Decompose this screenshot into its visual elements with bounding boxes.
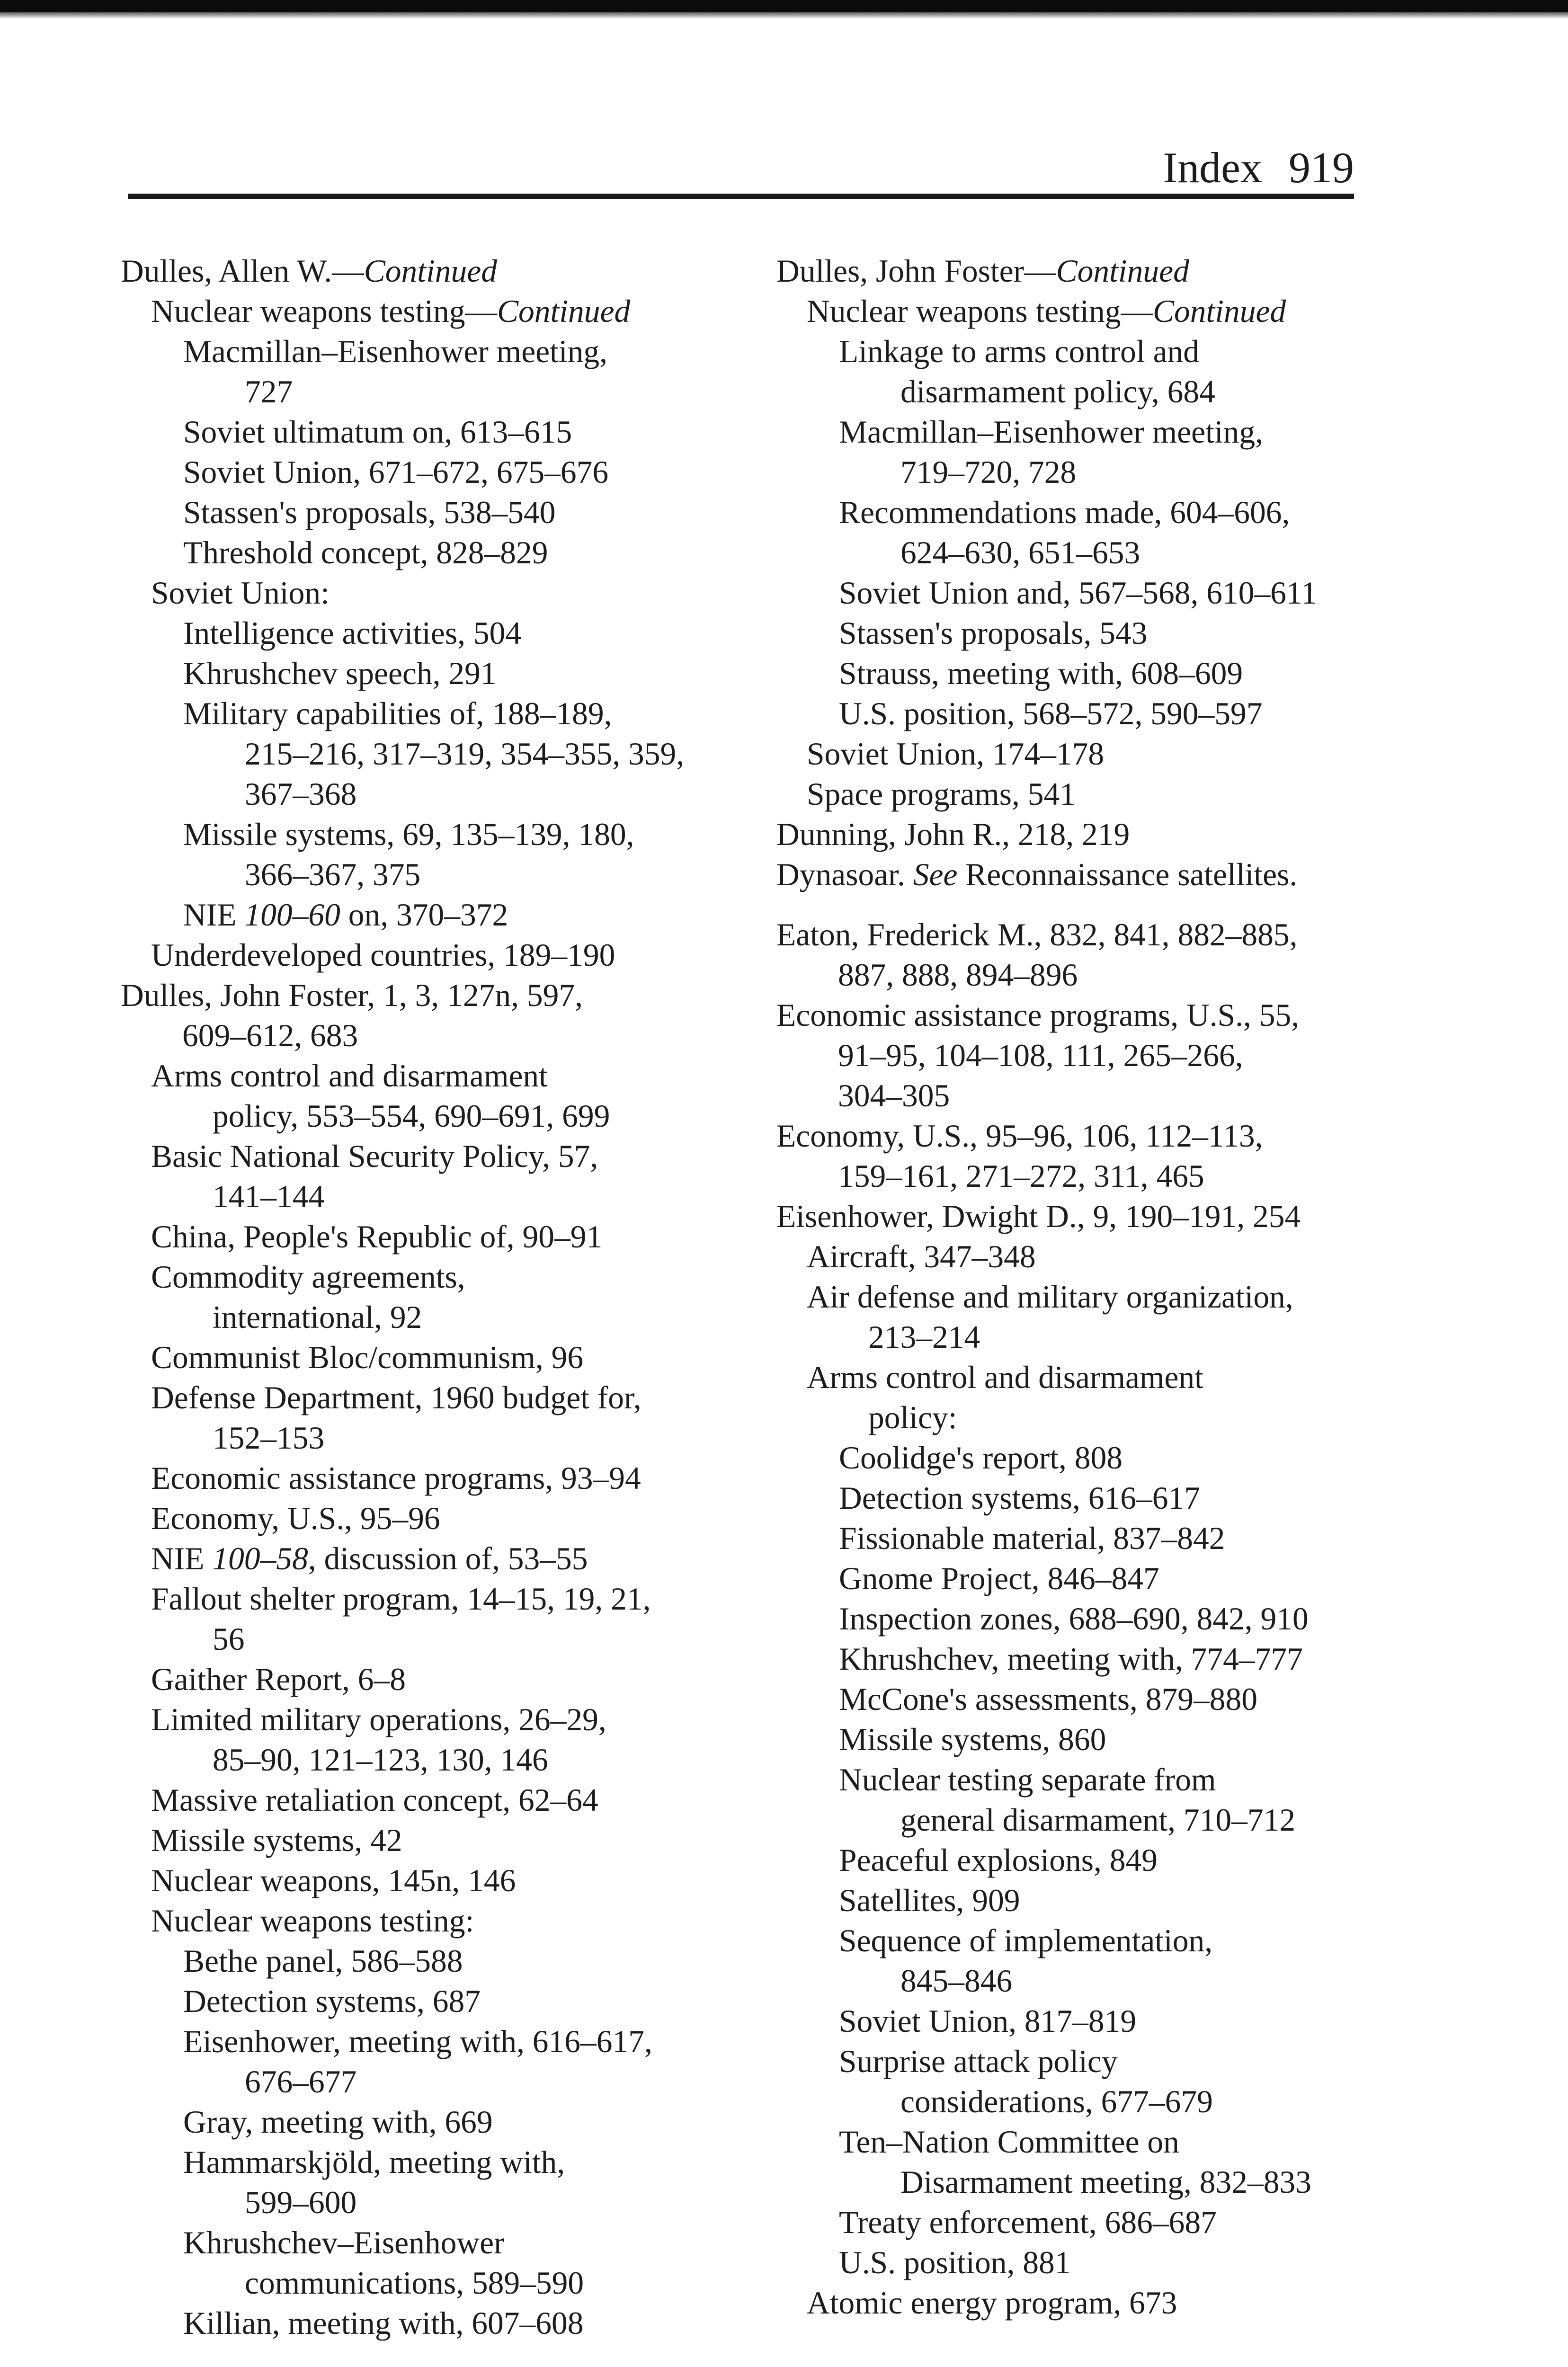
index-subsubentry [839,2122,1458,2202]
entry-text: Dynasoar. [776,857,913,892]
entry-text: Dulles, John Foster— [776,253,1056,289]
entry-text: policy: [868,1400,957,1435]
index-subentry [151,1901,802,1941]
index-entry [776,995,1458,1116]
entry-line [183,1981,802,2021]
index-subsubentry [839,573,1458,613]
entry-line [183,2102,802,2142]
entry-text: Nuclear weapons testing: [151,1903,474,1939]
index-subentry [151,1820,802,1860]
entry-text: Soviet Union and, 567–568, 610–611 [839,575,1317,611]
entry-text: Sequence of implementation, [839,1923,1213,1958]
index-subentry [151,1780,802,1820]
entry-text: Air defense and military organization, [807,1279,1293,1315]
entry-line [839,1599,1458,1639]
entry-text: on, 370–372 [340,897,508,933]
entry-text: Stassen's proposals, 543 [839,615,1148,651]
entry-text: communications, 589–590 [245,2265,584,2301]
entry-continuation-line [807,1397,1458,1438]
entry-text: Detection systems, 687 [183,1984,481,2019]
entry-text: Missile systems, 860 [839,1722,1106,1757]
entry-text: Intelligence activities, 504 [183,615,522,651]
page-number: 919 [1289,143,1354,192]
entry-text: general disarmament, 710–712 [900,1802,1296,1838]
index-subsubentry [839,2242,1458,2283]
entry-text: Dulles, Allen W.— [121,253,364,289]
index-entry [776,1116,1458,1196]
entry-line [151,1378,802,1418]
entry-text: 624–630, 651–653 [900,535,1140,570]
entry-text: Inspection zones, 688–690, 842, 910 [839,1601,1309,1637]
entry-text: 719–720, 728 [900,454,1077,490]
entry-text: Missile systems, 69, 135–139, 180, [183,817,634,852]
index-subentry [151,291,802,331]
entry-italic-text: 100–58 [212,1541,308,1576]
index-subentry [151,1217,802,1257]
index-subsubentry [183,412,802,452]
index-subsubentry [183,2142,802,2223]
page-header [128,137,1354,199]
index-subsubentry [839,1599,1458,1639]
entry-continuation-line [151,1740,802,1780]
index-subsubentry [839,492,1458,573]
index-subentry [151,1579,802,1659]
entry-line [151,1700,802,1740]
index-subsubentry [183,653,802,694]
entry-continuation-line [183,774,802,814]
index-subsubentry [183,2102,802,2142]
entry-continuation-line [183,372,802,412]
entry-text: U.S. position, 568–572, 590–597 [839,696,1263,731]
entry-line [183,1941,802,1981]
entry-line [151,1498,802,1539]
entry-line [151,1217,802,1257]
entry-continuation-line [183,734,802,774]
entry-text: 727 [245,374,293,409]
continued-label: Continued [1153,294,1286,329]
index-subentry [151,1136,802,1217]
entry-text: considerations, 677–679 [900,2084,1213,2119]
index-subentry [151,1056,802,1136]
entry-text: Reconnaissance satellites. [957,857,1298,892]
entry-text: 85–90, 121–123, 130, 146 [213,1742,548,1778]
entry-line [839,694,1458,734]
entry-text: NIE [183,897,245,933]
entry-continuation-line [151,1418,802,1458]
entry-text: McCone's assessments, 879–880 [839,1682,1257,1717]
entry-text: Hammarskjöld, meeting with, [183,2145,565,2180]
index-entry [776,251,1458,291]
entry-line [807,2283,1458,2323]
entry-continuation-line [839,372,1458,412]
entry-text: Soviet ultimatum on, 613–615 [183,414,572,450]
entry-line [839,2122,1458,2162]
index-subsubentry [183,492,802,533]
entry-line [183,2303,802,2343]
index-subentry [151,1498,802,1539]
entry-text: Massive retaliation concept, 62–64 [151,1782,598,1818]
entry-text: Eaton, Frederick M., 832, 841, 882–885, [776,917,1298,952]
entry-line [776,1116,1458,1156]
entry-text: Gaither Report, 6–8 [151,1662,406,1697]
entry-line [839,1438,1458,1478]
entry-text: 367–368 [245,776,357,812]
entry-text: Limited military operations, 26–29, [151,1702,606,1737]
entry-line [839,492,1458,533]
index-subsubentry [839,694,1458,734]
index-subentry [151,1860,802,1901]
entry-text: Disarmament meeting, 832–833 [900,2164,1311,2200]
entry-line [839,1639,1458,1679]
entry-continuation-line [151,1297,802,1337]
entry-text: Khrushchev–Eisenhower [183,2225,505,2260]
index-subsubentry [183,331,802,412]
entry-line [839,1840,1458,1880]
entry-continuation-line [151,1176,802,1217]
entry-line [807,1237,1458,1277]
entry-text: Macmillan–Eisenhower meeting, [183,334,607,369]
entry-text: Strauss, meeting with, 608–609 [839,656,1243,691]
entry-line [183,2021,802,2062]
entry-text: Eisenhower, meeting with, 616–617, [183,2024,652,2059]
entry-line [151,1458,802,1498]
entry-text: 887, 888, 894–896 [838,957,1078,993]
index-subsubentry [839,1438,1458,1478]
entry-line [151,1901,802,1941]
entry-line [807,1277,1458,1317]
entry-text: 845–846 [900,1963,1013,1999]
entry-line [839,1719,1458,1760]
entry-line [839,1679,1458,1719]
continued-label: Continued [1056,253,1189,289]
continued-label: Continued [364,253,498,289]
entry-line [183,2223,802,2263]
entry-text: international, 92 [213,1299,422,1335]
entry-continuation-line [776,955,1458,995]
entry-text: Recommendations made, 604–606, [839,495,1290,530]
entry-text: Soviet Union, 174–178 [807,736,1105,772]
entry-text: Arms control and disarmament [151,1058,548,1094]
index-subsubentry [839,1719,1458,1760]
entry-continuation-line [183,2263,802,2303]
entry-line [151,291,802,331]
index-subsubentry [183,694,802,814]
entry-line [151,1820,802,1860]
entry-line [151,1780,802,1820]
index-subentry [807,734,1458,774]
entry-text: Commodity agreements, [151,1259,465,1295]
entry-text: Nuclear testing separate from [839,1762,1216,1797]
index-subsubentry [183,1941,802,1981]
index-column-left [121,251,802,2367]
index-subsubentry [183,2223,802,2303]
index-subentry [151,935,802,975]
entry-italic-text: See [913,857,958,892]
index-subentry [151,573,802,613]
entry-continuation-line [839,2082,1458,2122]
entry-continuation-line [839,2162,1458,2202]
entry-line [839,1518,1458,1558]
index-subsubentry [839,1639,1458,1679]
entry-text: Soviet Union, 817–819 [839,2003,1137,2039]
entry-text: Economy, U.S., 95–96 [151,1501,440,1536]
entry-text: 56 [213,1621,245,1657]
entry-continuation-line [839,1800,1458,1840]
index-subsubentry [839,1679,1458,1719]
index-subsubentry [839,1921,1458,2001]
entry-text: Arms control and disarmament [807,1360,1203,1395]
continued-label: Continued [497,294,631,329]
entry-continuation-line [183,2182,802,2223]
index-subsubentry [839,2202,1458,2242]
entry-line [839,2242,1458,2283]
index-subentry [807,2283,1458,2323]
entry-text: Killian, meeting with, 607–608 [183,2305,584,2341]
index-entry [776,814,1458,854]
entry-text: 599–600 [245,2185,357,2220]
index-subsubentry [183,814,802,895]
entry-line [839,331,1458,372]
entry-text: Economic assistance programs, U.S., 55, [776,997,1300,1033]
entry-line [183,2142,802,2182]
entry-line [151,1579,802,1619]
entry-continuation-line [151,1096,802,1136]
entry-text: 152–153 [213,1420,325,1456]
entry-line [776,1196,1458,1237]
index-subsubentry [839,613,1458,653]
header-rule [128,194,1354,199]
entry-line [151,1136,802,1176]
index-subentry [151,1659,802,1700]
entry-text: 609–612, 683 [182,1018,358,1053]
entry-line [151,573,802,613]
entry-line [183,613,802,653]
entry-line [121,251,802,291]
entry-text: 141–144 [213,1179,325,1214]
entry-line [839,1760,1458,1800]
entry-text: Atomic energy program, 673 [807,2285,1177,2321]
index-subsubentry [183,2303,802,2343]
entry-line [151,1659,802,1700]
index-subsubentry [839,1478,1458,1518]
entry-text: 676–677 [245,2064,357,2100]
entry-text: Nuclear weapons, 145n, 146 [151,1863,516,1898]
entry-text: 91–95, 104–108, 111, 265–266, [838,1038,1243,1073]
entry-line [807,1357,1458,1397]
entry-text: Linkage to arms control and [839,334,1200,369]
entry-line [183,412,802,452]
entry-text: Surprise attack policy [839,2044,1118,2079]
entry-text: Dulles, John Foster, 1, 3, 127n, 597, [121,978,583,1013]
entry-text: Nuclear weapons testing— [807,294,1153,329]
entry-continuation-line [776,1076,1458,1116]
entry-line [776,995,1458,1035]
index-subsubentry [839,1880,1458,1921]
entry-line [839,2001,1458,2041]
entry-text: Aircraft, 347–348 [807,1239,1036,1274]
index-subentry [807,1357,1458,1438]
entry-line [776,814,1458,854]
index-subentry [151,1458,802,1498]
index-entry [121,975,802,1056]
index-subsubentry [839,412,1458,492]
index-subentry [151,1378,802,1458]
entry-italic-text: 100–60 [244,897,340,933]
index-section-break [776,895,1458,915]
entry-line [183,653,802,694]
entry-line [183,814,802,854]
entry-line [839,1478,1458,1518]
entry-text: Economy, U.S., 95–96, 106, 112–113, [776,1118,1263,1154]
entry-text: Coolidge's report, 808 [839,1440,1123,1476]
index-subentry [151,1257,802,1337]
index-subsubentry [839,1760,1458,1840]
entry-text: 304–305 [838,1078,950,1113]
entry-line [183,452,802,492]
entry-line [839,2202,1458,2242]
index-subentry [807,774,1458,814]
index-subsubentry [183,452,802,492]
entry-line [839,613,1458,653]
index-subsubentry [839,1518,1458,1558]
entry-line [807,734,1458,774]
entry-continuation-line [839,533,1458,573]
entry-line [151,1860,802,1901]
entry-text: Peaceful explosions, 849 [839,1842,1158,1878]
entry-text: Stassen's proposals, 538–540 [183,495,556,530]
index-subsubentry [183,895,802,935]
index-subsubentry [839,2041,1458,2122]
entry-text: Nuclear weapons testing— [151,294,498,329]
entry-line [839,653,1458,694]
entry-text: Detection systems, 616–617 [839,1480,1201,1516]
scan-edge [0,0,1568,12]
entry-text: Fallout shelter program, 14–15, 19, 21, [151,1581,651,1617]
entry-line [183,694,802,734]
index-subentry [151,1700,802,1780]
entry-line [807,291,1458,331]
entry-text: Soviet Union: [151,575,330,611]
entry-text: Khrushchev, meeting with, 774–777 [839,1641,1303,1677]
entry-text: Treaty enforcement, 686–687 [839,2205,1217,2240]
index-subsubentry [183,2021,802,2102]
entry-text: 213–214 [868,1319,980,1355]
entry-continuation-line [151,1619,802,1659]
entry-line [776,915,1458,955]
entry-text: , discussion of, 53–55 [308,1541,588,1576]
entry-continuation-line [776,1035,1458,1076]
entry-text: Eisenhower, Dwight D., 9, 190–191, 254 [776,1199,1301,1234]
index-entry [776,1196,1458,1237]
running-head-title: Index [1163,143,1262,192]
entry-continuation-line [776,1156,1458,1196]
entry-line [776,251,1458,291]
index-subsubentry [839,653,1458,694]
entry-line [151,1056,802,1096]
entry-text: Military capabilities of, 188–189, [183,696,612,731]
entry-line [807,774,1458,814]
index-entry [121,251,802,291]
entry-text: Space programs, 541 [807,776,1076,812]
entry-text: China, People's Republic of, 90–91 [151,1219,603,1255]
entry-line [183,492,802,533]
entry-text: Ten–Nation Committee on [839,2124,1179,2160]
index-subsubentry [839,1558,1458,1599]
index-column-right [776,251,1458,2367]
entry-text: Underdeveloped countries, 189–190 [151,937,615,973]
entry-text: Defense Department, 1960 budget for, [151,1380,641,1415]
entry-line [151,935,802,975]
entry-line [839,1880,1458,1921]
entry-text: 215–216, 317–319, 354–355, 359, [245,736,685,772]
entry-text: Threshold concept, 828–829 [183,535,548,570]
entry-line [839,573,1458,613]
entry-text: Basic National Security Policy, 57, [151,1139,598,1174]
entry-text: U.S. position, 881 [839,2245,1071,2280]
entry-text: Gnome Project, 846–847 [839,1561,1159,1596]
index-subentry [807,291,1458,331]
index-subsubentry [839,1840,1458,1880]
entry-text: Khrushchev speech, 291 [183,656,497,691]
entry-continuation-line [183,854,802,895]
entry-line [839,1558,1458,1599]
entry-text: Missile systems, 42 [151,1823,402,1858]
index-subentry [151,1337,802,1378]
entry-line [151,1337,802,1378]
index-subsubentry [839,2001,1458,2041]
entry-continuation-line [121,1015,802,1056]
entry-line [839,2041,1458,2082]
entry-text: Soviet Union, 671–672, 675–676 [183,454,609,490]
entry-text: disarmament policy, 684 [900,374,1215,409]
entry-line [839,1921,1458,1961]
index-entry [776,915,1458,995]
entry-continuation-line [839,452,1458,492]
entry-line [183,331,802,372]
entry-text: Economic assistance programs, 93–94 [151,1460,641,1496]
index-subsubentry [839,331,1458,412]
entry-text: Macmillan–Eisenhower meeting, [839,414,1263,450]
entry-line [183,533,802,573]
entry-continuation-line [183,2062,802,2102]
entry-continuation-line [839,1961,1458,2001]
entry-line [121,975,802,1015]
index-subsubentry [183,533,802,573]
entry-text: 159–161, 271–272, 311, 465 [838,1158,1204,1194]
index-entry [776,854,1458,895]
entry-text: Communist Bloc/communism, 96 [151,1340,584,1375]
entry-text: Dunning, John R., 218, 219 [776,817,1130,852]
scan-shadow [0,12,1568,19]
index-subentry [151,1539,802,1579]
index-subsubentry [183,613,802,653]
entry-text: Bethe panel, 586–588 [183,1943,463,1979]
entry-text: NIE [151,1541,213,1576]
entry-text: policy, 553–554, 690–691, 699 [213,1098,610,1134]
index-subentry [807,1277,1458,1357]
entry-line [151,1257,802,1297]
running-head [1163,143,1354,192]
index-subentry [807,1237,1458,1277]
entry-text: Satellites, 909 [839,1883,1020,1918]
entry-line [839,412,1458,452]
entry-text: Fissionable material, 837–842 [839,1521,1225,1556]
index-subsubentry [183,1981,802,2021]
entry-continuation-line [807,1317,1458,1357]
entry-text: Gray, meeting with, 669 [183,2104,493,2140]
entry-text: 366–367, 375 [245,857,421,892]
